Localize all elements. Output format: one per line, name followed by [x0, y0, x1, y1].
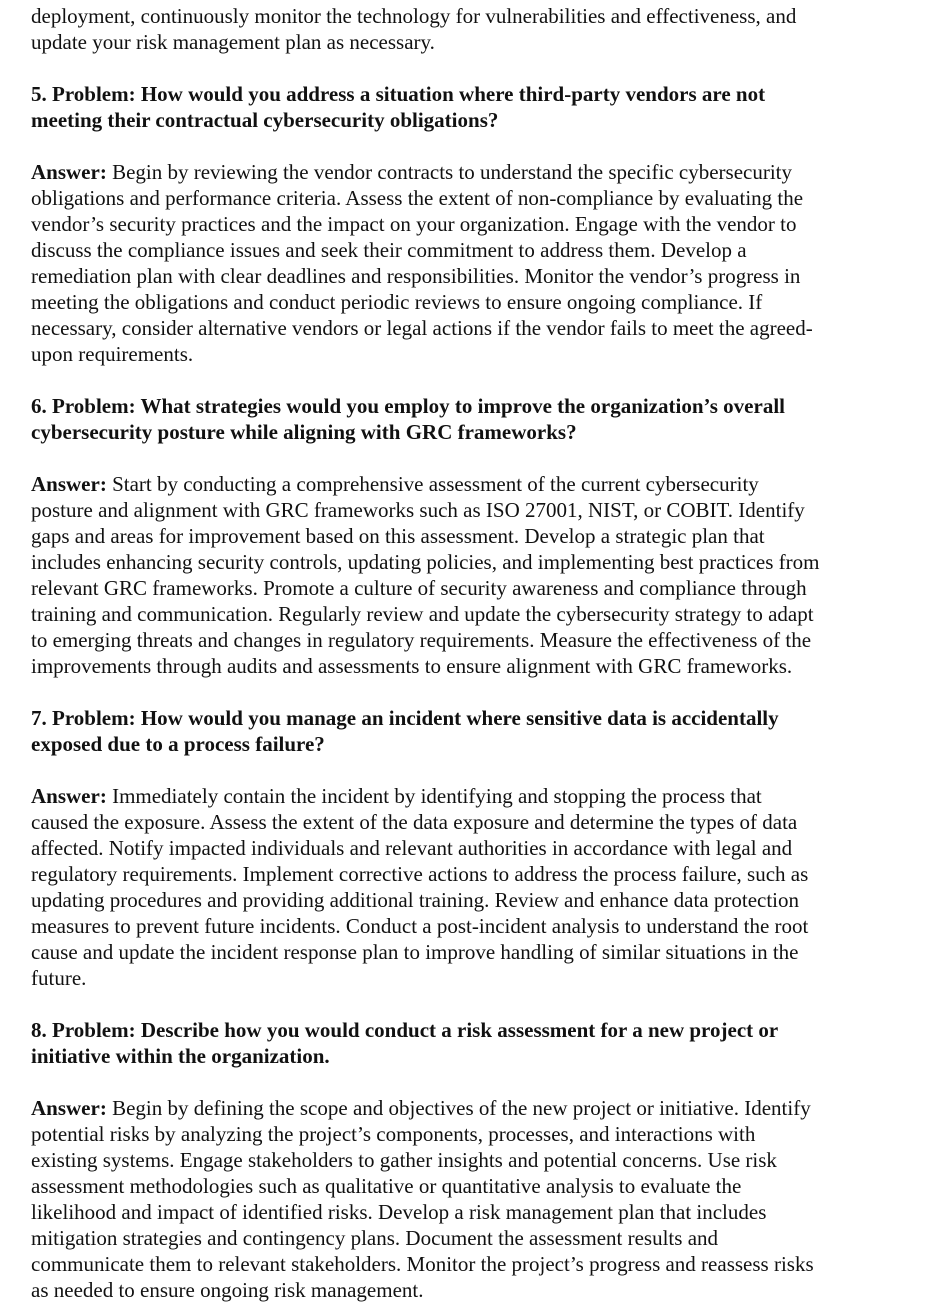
answer-line: necessary, consider alternative vendors or legal actions if the vendor fails to meet the agreed- — [31, 316, 813, 340]
answer-line: improvements through audits and assessments to ensure alignment with GRC frameworks. — [31, 654, 793, 678]
answer-text: Immediately contain the incident by identifying and stopping the process that — [106, 784, 762, 808]
answer-line: caused the exposure. Assess the extent of the data exposure and determine the types of data — [31, 810, 798, 834]
question-line: exposed due to a process failure? — [31, 732, 325, 756]
qa-item-7 — [31, 705, 911, 991]
answer-paragraph — [31, 1095, 911, 1303]
qa-item-8 — [31, 1017, 911, 1303]
answer-line: meeting the obligations and conduct periodic reviews to ensure ongoing compliance. If — [31, 290, 763, 314]
text-line: deployment, continuously monitor the technology for vulnerabilities and effectiveness, and — [31, 4, 797, 28]
answer-line: communicate them to relevant stakeholders. Monitor the project’s progress and reassess risks — [31, 1252, 814, 1276]
answer-line: measures to prevent future incidents. Conduct a post-incident analysis to understand the root — [31, 914, 809, 938]
qa-item-6 — [31, 393, 911, 679]
answer-line: affected. Notify impacted individuals and relevant authorities in accordance with legal and — [31, 836, 793, 860]
question-heading — [31, 705, 911, 757]
answer-line: cause and update the incident response plan to improve handling of similar situations in the — [31, 940, 799, 964]
answer-line: as needed to ensure ongoing risk management. — [31, 1278, 424, 1302]
answer-label: Answer: — [31, 1096, 107, 1120]
question-line: meeting their contractual cybersecurity obligations? — [31, 108, 499, 132]
answer-line: updating procedures and providing additional training. Review and enhance data protection — [31, 888, 800, 912]
answer-label: Answer: — [31, 784, 107, 808]
answer-line: to emerging threats and changes in regulatory requirements. Measure the effectiveness of the — [31, 628, 812, 652]
question-heading — [31, 393, 911, 445]
answer-text: Begin by defining the scope and objectives of the new project or initiative. Identify — [106, 1096, 811, 1120]
qa-item-5 — [31, 81, 911, 367]
answer-paragraph — [31, 471, 911, 679]
answer-line: upon requirements. — [31, 342, 194, 366]
answer-paragraph — [31, 159, 911, 367]
question-line: cybersecurity posture while aligning with GRC frameworks? — [31, 420, 577, 444]
answer-line: regulatory requirements. Implement corrective actions to address the process failure, such as — [31, 862, 809, 886]
answer-line: vendor’s security practices and the impact on your organization. Engage with the vendor to — [31, 212, 797, 236]
answer-line: discuss the compliance issues and seek their commitment to address them. Develop a — [31, 238, 747, 262]
question-line: 7. Problem: How would you manage an incident where sensitive data is accidentally — [31, 706, 779, 730]
answer-line: likelihood and impact of identified risks. Develop a risk management plan that includes — [31, 1200, 767, 1224]
answer-line: existing systems. Engage stakeholders to gather insights and potential concerns. Use risk — [31, 1148, 777, 1172]
text-line: update your risk management plan as necessary. — [31, 30, 435, 54]
answer-line: obligations and performance criteria. Assess the extent of non-compliance by evaluating the — [31, 186, 804, 210]
question-line: 8. Problem: Describe how you would conduct a risk assessment for a new project or — [31, 1018, 779, 1042]
intro-paragraph — [31, 3, 911, 55]
question-line: initiative within the organization. — [31, 1044, 330, 1068]
document-page — [31, 3, 911, 1303]
question-heading — [31, 1017, 911, 1069]
question-line: 6. Problem: What strategies would you employ to improve the organization’s overall — [31, 394, 785, 418]
answer-line: gaps and areas for improvement based on this assessment. Develop a strategic plan that — [31, 524, 765, 548]
question-line: 5. Problem: How would you address a situation where third-party vendors are not — [31, 82, 766, 106]
answer-line: relevant GRC frameworks. Promote a culture of security awareness and compliance through — [31, 576, 807, 600]
answer-line: posture and alignment with GRC frameworks such as ISO 27001, NIST, or COBIT. Identify — [31, 498, 805, 522]
answer-line: future. — [31, 966, 87, 990]
answer-text: Begin by reviewing the vendor contracts to understand the specific cybersecurity — [106, 160, 793, 184]
answer-line: mitigation strategies and contingency plans. Document the assessment results and — [31, 1226, 719, 1250]
answer-text: Start by conducting a comprehensive assessment of the current cybersecurity — [106, 472, 759, 496]
question-heading — [31, 81, 911, 133]
answer-label: Answer: — [31, 472, 107, 496]
answer-label: Answer: — [31, 160, 107, 184]
answer-line: remediation plan with clear deadlines and responsibilities. Monitor the vendor’s progress in — [31, 264, 801, 288]
answer-line: potential risks by analyzing the project’s components, processes, and interactions with — [31, 1122, 756, 1146]
answer-line: includes enhancing security controls, updating policies, and implementing best practices from — [31, 550, 820, 574]
answer-paragraph — [31, 783, 911, 991]
answer-line: assessment methodologies such as qualitative or quantitative analysis to evaluate the — [31, 1174, 742, 1198]
answer-line: training and communication. Regularly review and update the cybersecurity strategy to adapt — [31, 602, 814, 626]
